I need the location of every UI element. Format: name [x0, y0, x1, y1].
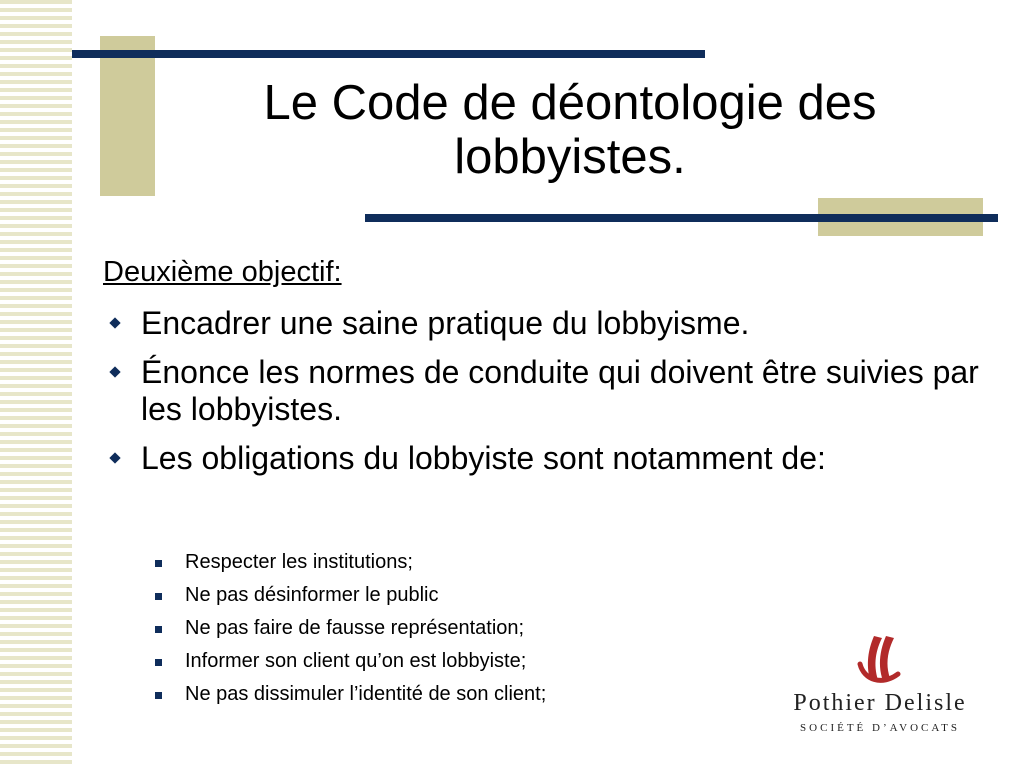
bullet-item: [105, 305, 985, 342]
logo-tagline: SOCIÉTÉ D’AVOCATS: [800, 722, 960, 734]
sub-bullet-item: [155, 579, 546, 612]
bullet-text: Énonce les normes de conduite qui doivent être suivies par les lobbyistes.: [141, 354, 979, 427]
slide-title: [195, 76, 945, 184]
title-rule-bottom: [365, 214, 998, 222]
company-logo: [760, 630, 1000, 740]
decorative-stripes: [0, 0, 72, 768]
sub-bullet-text: Ne pas dissimuler l’identité de son client;: [185, 683, 547, 705]
bullet-list: [105, 305, 985, 489]
title-rule-top: [72, 50, 705, 58]
square-bullet-icon: [155, 626, 162, 633]
square-bullet-icon: [155, 659, 162, 666]
bullet-item: [105, 440, 985, 477]
bullet-text: Les obligations du lobbyiste sont notamment de:: [141, 440, 826, 476]
sub-bullet-item: [155, 546, 546, 579]
diamond-bullet-icon: [109, 366, 120, 377]
sub-bullet-text: Respecter les institutions;: [185, 551, 413, 573]
sub-bullet-list: [155, 546, 546, 711]
section-subtitle: Deuxième objectif:: [103, 256, 342, 288]
bullet-item: [105, 354, 985, 428]
square-bullet-icon: [155, 692, 162, 699]
bullet-text: Encadrer une saine pratique du lobbyisme.: [141, 305, 750, 341]
square-bullet-icon: [155, 593, 162, 600]
slide-title-line-2: lobbyistes.: [454, 130, 686, 184]
sub-bullet-text: Informer son client qu’on est lobbyiste;: [185, 650, 527, 672]
diamond-bullet-icon: [109, 317, 120, 328]
logo-mark-icon: [846, 630, 906, 690]
diamond-bullet-icon: [109, 452, 120, 463]
sub-bullet-item: [155, 645, 546, 678]
sub-bullet-item: [155, 612, 546, 645]
square-bullet-icon: [155, 560, 162, 567]
sub-bullet-text: Ne pas faire de fausse représentation;: [185, 617, 525, 639]
sub-bullet-item: [155, 678, 546, 711]
logo-name: Pothier Delisle: [793, 690, 967, 716]
decorative-block-top: [100, 36, 155, 196]
slide-title-line-1: Le Code de déontologie des: [263, 76, 877, 130]
sub-bullet-text: Ne pas désinformer le public: [185, 584, 439, 606]
